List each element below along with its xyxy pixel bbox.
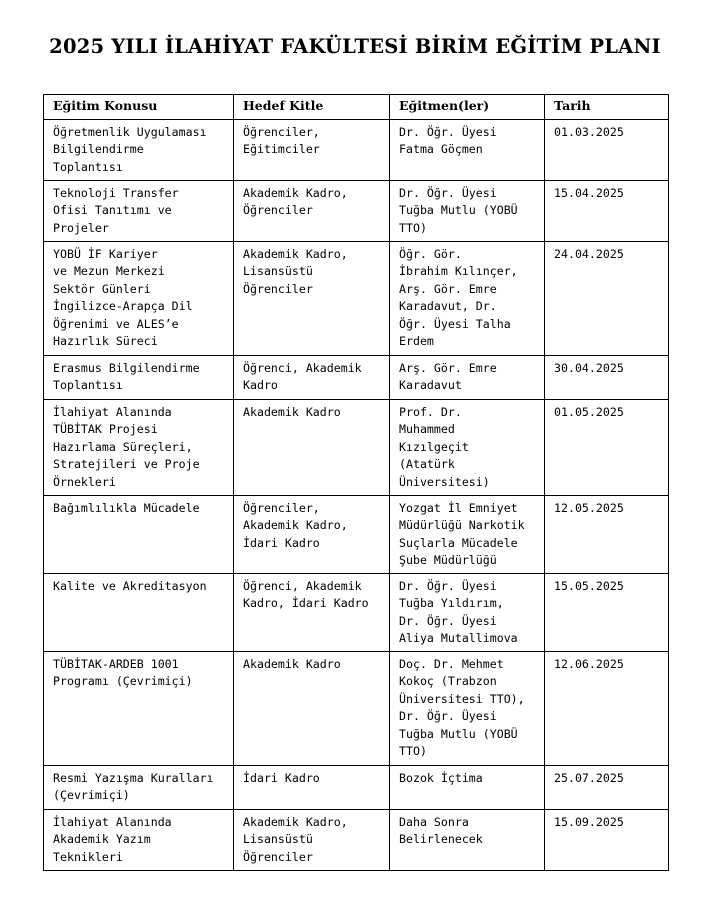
cell-egitmen: Daha Sonra Belirlenecek (390, 810, 545, 871)
cell-hedef: Öğrenci, Akademik Kadro (234, 356, 390, 400)
cell-hedef: Akademik Kadro (234, 652, 390, 766)
cell-konu: YOBÜ İF Kariyer ve Mezun Merkezi Sektör Günleri İngilizce-Arapça Dil Öğrenimi ve ALES’e Hazırlık Süreci (44, 242, 234, 356)
header-egitmenler: Eğitmen(ler) (390, 95, 545, 120)
cell-egitmen: Dr. Öğr. Üyesi Tuğba Mutlu (YOBÜ TTO) (390, 181, 545, 242)
table-row (44, 400, 669, 496)
cell-hedef: Akademik Kadro (234, 400, 390, 496)
table-row (44, 181, 669, 242)
cell-tarih: 01.03.2025 (545, 120, 669, 181)
table-row (44, 810, 669, 871)
cell-tarih: 15.09.2025 (545, 810, 669, 871)
cell-egitmen: Arş. Gör. Emre Karadavut (390, 356, 545, 400)
cell-tarih: 12.06.2025 (545, 652, 669, 766)
cell-konu: Kalite ve Akreditasyon (44, 574, 234, 652)
cell-egitmen: Prof. Dr. Muhammed Kızılgeçit (Atatürk Üniversitesi) (390, 400, 545, 496)
table-row (44, 652, 669, 766)
cell-hedef: Öğrenci, Akademik Kadro, İdari Kadro (234, 574, 390, 652)
cell-tarih: 01.05.2025 (545, 400, 669, 496)
table-row (44, 120, 669, 181)
header-hedef-kitle: Hedef Kitle (234, 95, 390, 120)
table-header-row (44, 95, 669, 120)
cell-hedef: Akademik Kadro, Lisansüstü Öğrenciler (234, 810, 390, 871)
training-plan-table (43, 94, 669, 871)
cell-konu: Erasmus Bilgilendirme Toplantısı (44, 356, 234, 400)
table-row (44, 496, 669, 574)
header-tarih: Tarih (545, 95, 669, 120)
table-row (44, 356, 669, 400)
cell-hedef: İdari Kadro (234, 766, 390, 810)
table-body (44, 120, 669, 871)
table-row (44, 766, 669, 810)
cell-konu: Öğretmenlik Uygulaması Bilgilendirme Toplantısı (44, 120, 234, 181)
cell-hedef: Akademik Kadro, Öğrenciler (234, 181, 390, 242)
cell-konu: İlahiyat Alanında Akademik Yazım Teknikleri (44, 810, 234, 871)
page-title: 2025 YILI İLAHİYAT FAKÜLTESİ BİRİM EĞİTİM PLANI (49, 35, 661, 58)
cell-hedef: Akademik Kadro, Lisansüstü Öğrenciler (234, 242, 390, 356)
cell-tarih: 12.05.2025 (545, 496, 669, 574)
cell-tarih: 15.05.2025 (545, 574, 669, 652)
cell-tarih: 15.04.2025 (545, 181, 669, 242)
cell-konu: Bağımlılıkla Mücadele (44, 496, 234, 574)
cell-egitmen: Bozok İçtima (390, 766, 545, 810)
cell-konu: İlahiyat Alanında TÜBİTAK Projesi Hazırlama Süreçleri, Stratejileri ve Proje Örnekleri (44, 400, 234, 496)
table-row (44, 242, 669, 356)
cell-egitmen: Yozgat İl Emniyet Müdürlüğü Narkotik Suçlarla Mücadele Şube Müdürlüğü (390, 496, 545, 574)
cell-tarih: 30.04.2025 (545, 356, 669, 400)
cell-hedef: Öğrenciler, Eğitimciler (234, 120, 390, 181)
cell-hedef: Öğrenciler, Akademik Kadro, İdari Kadro (234, 496, 390, 574)
cell-konu: Resmi Yazışma Kuralları (Çevrimiçi) (44, 766, 234, 810)
cell-konu: Teknoloji Transfer Ofisi Tanıtımı ve Projeler (44, 181, 234, 242)
cell-egitmen: Dr. Öğr. Üyesi Tuğba Yıldırım, Dr. Öğr. Üyesi Aliya Mutallimova (390, 574, 545, 652)
cell-egitmen: Öğr. Gör. İbrahim Kılınçer, Arş. Gör. Emre Karadavut, Dr. Öğr. Üyesi Talha Erdem (390, 242, 545, 356)
cell-tarih: 25.07.2025 (545, 766, 669, 810)
table-row (44, 574, 669, 652)
cell-egitmen: Doç. Dr. Mehmet Kokoç (Trabzon Üniversitesi TTO), Dr. Öğr. Üyesi Tuğba Mutlu (YOBÜ TTO) (390, 652, 545, 766)
cell-egitmen: Dr. Öğr. Üyesi Fatma Göçmen (390, 120, 545, 181)
cell-konu: TÜBİTAK-ARDEB 1001 Programı (Çevrimiçi) (44, 652, 234, 766)
header-egitim-konusu: Eğitim Konusu (44, 95, 234, 120)
cell-tarih: 24.04.2025 (545, 242, 669, 356)
